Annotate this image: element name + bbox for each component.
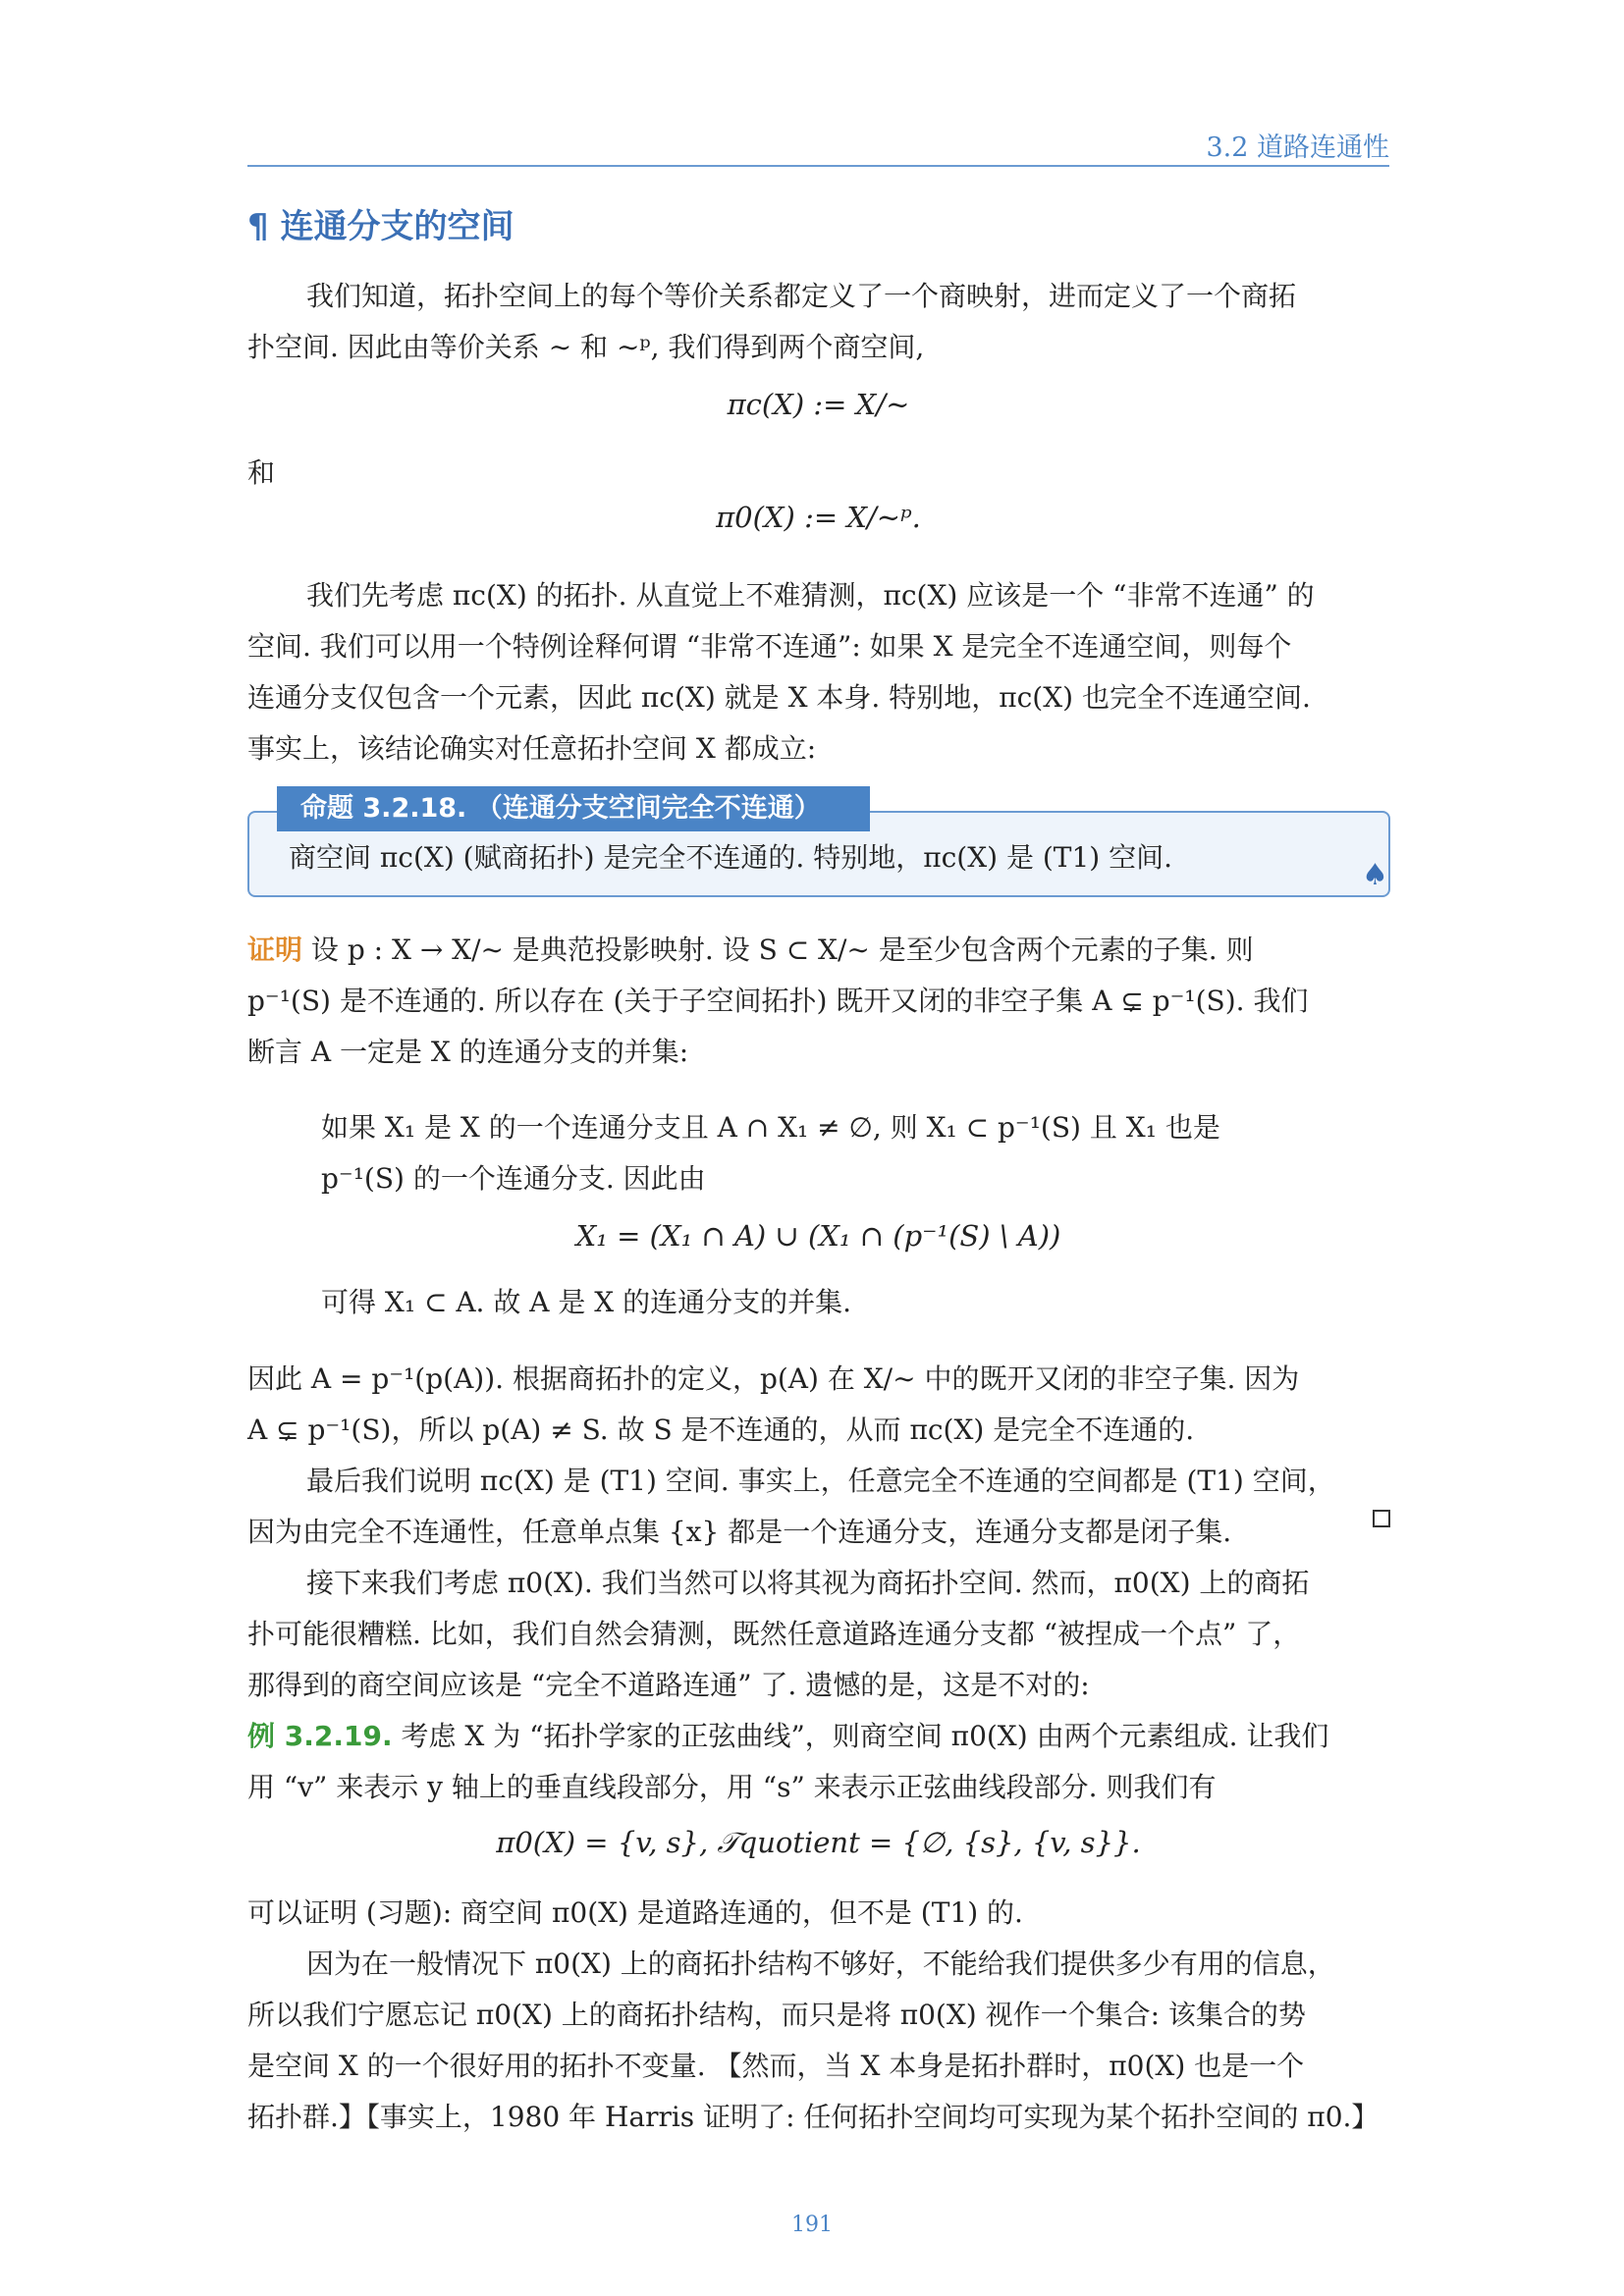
para4-line-4: 拓扑群.】【事实上，1980 年 Harris 证明了: 任何拓扑空间均可实现为某个拓扑空间的 π0.】 <box>247 2101 1380 2133</box>
proof-line-3: 断言 A 一定是 X 的连通分支的并集: <box>247 1036 689 1068</box>
proof-line-1 <box>247 929 1254 968</box>
proof-line-2: p⁻¹(S) 是不连通的. 所以存在 (关于子空间拓扑) 既开又闭的非空子集 A ⊊ p⁻¹(S). 我们 <box>247 985 1309 1017</box>
proof-label: 证明 <box>247 934 303 966</box>
example-line-2: 用 “v” 来表示 y 轴上的垂直线段部分，用 “s” 来表示正弦曲线段部分. 则我们有 <box>247 1771 1217 1803</box>
example-line-1 <box>247 1715 1328 1754</box>
proposition-text: 商空间 πc(X) (赋商拓扑) 是完全不连通的. 特别地，πc(X) 是 (T1) 空间. <box>289 841 1173 874</box>
para4-line-1: 因为在一般情况下 π0(X) 上的商拓扑结构不够好，不能给我们提供多少有用的信息， <box>306 1948 1335 1980</box>
spade-icon: ♠ <box>1362 858 1388 892</box>
running-header: 3.2 道路连通性 <box>1206 133 1389 163</box>
header-rule <box>247 165 1389 167</box>
para2-line-4: 事实上，该结论确实对任意拓扑空间 X 都成立: <box>247 732 817 765</box>
equation-pi-0: π0(X) := X/∼ᵖ. <box>716 501 921 534</box>
equation-pi-c: πc(X) := X/∼ <box>727 388 910 421</box>
proof-inner-2: p⁻¹(S) 的一个连通分支. 因此由 <box>321 1162 706 1195</box>
proposition-label: 命题 3.2.18. （连通分支空间完全不连通） <box>277 786 870 831</box>
example-equation: π0(X) = {v, s}, 𝒯quotient = {∅, {s}, {v, s}}. <box>496 1826 1141 1859</box>
intro-line-2: 扑空间. 因此由等价关系 ∼ 和 ∼ᵖ, 我们得到两个商空间, <box>247 331 925 363</box>
intro-line-1: 我们知道，拓扑空间上的每个等价关系都定义了一个商映射，进而定义了一个商拓 <box>306 280 1297 312</box>
para3-line-2: 扑可能很糟糕. 比如，我们自然会猜测，既然任意道路连通分支都 “被捏成一个点” 了， <box>247 1618 1301 1650</box>
proof-line-4: 因此 A = p⁻¹(p(A)). 根据商拓扑的定义，p(A) 在 X/∼ 中的既开又闭的非空子集. 因为 <box>247 1362 1300 1395</box>
proof-line-7: 因为由完全不连通性，任意单点集 {x} 都是一个连通分支，连通分支都是闭子集. <box>247 1516 1232 1548</box>
proof-line-6: 最后我们说明 πc(X) 是 (T1) 空间. 事实上，任意完全不连通的空间都是 (T1) 空间， <box>306 1465 1335 1497</box>
para4-line-2: 所以我们宁愿忘记 π0(X) 上的商拓扑结构，而只是将 π0(X) 视作一个集合: 该集合的势 <box>247 1999 1306 2031</box>
page-number: 191 <box>791 2213 833 2237</box>
section-title: ¶ 连通分支的空间 <box>247 207 514 246</box>
proof-inner-1: 如果 X₁ 是 X 的一个连通分支且 A ∩ X₁ ≠ ∅, 则 X₁ ⊂ p⁻¹(S) 且 X₁ 也是 <box>321 1111 1220 1144</box>
example-label: 例 3.2.19. <box>247 1720 393 1752</box>
proof-line-5: A ⊊ p⁻¹(S)，所以 p(A) ≠ S. 故 S 是不连通的，从而 πc(X) 是完全不连通的. <box>247 1414 1195 1446</box>
para3-line-3: 那得到的商空间应该是 “完全不道路连通” 了. 遗憾的是，这是不对的: <box>247 1669 1090 1701</box>
example-line-1-text: 考虑 X 为 “拓扑学家的正弦曲线”，则商空间 π0(X) 由两个元素组成. 让我们 <box>401 1720 1329 1752</box>
proof-inner-equation: X₁ = (X₁ ∩ A) ∪ (X₁ ∩ (p⁻¹(S) \ A)) <box>575 1219 1061 1253</box>
qed-box-icon <box>1373 1510 1390 1527</box>
connector-and: 和 <box>247 456 276 489</box>
para2-line-1: 我们先考虑 πc(X) 的拓扑. 从直觉上不难猜测，πc(X) 应该是一个 “非常不连通” 的 <box>306 579 1315 612</box>
example-line-3: 可以证明 (习题): 商空间 π0(X) 是道路连通的，但不是 (T1) 的. <box>247 1896 1023 1929</box>
proof-line-1-text: 设 p : X → X/∼ 是典范投影映射. 设 S ⊂ X/∼ 是至少包含两个元素的子集. 则 <box>310 934 1254 966</box>
proof-inner-3: 可得 X₁ ⊂ A. 故 A 是 X 的连通分支的并集. <box>321 1286 851 1318</box>
para3-line-1: 接下来我们考虑 π0(X). 我们当然可以将其视为商拓扑空间. 然而，π0(X) 上的商拓 <box>306 1567 1310 1599</box>
para2-line-3: 连通分支仅包含一个元素，因此 πc(X) 就是 X 本身. 特别地，πc(X) 也完全不连通空间. <box>247 681 1311 714</box>
para2-line-2: 空间. 我们可以用一个特例诠释何谓 “非常不连通”: 如果 X 是完全不连通空间，则每个 <box>247 630 1292 663</box>
para4-line-3: 是空间 X 的一个很好用的拓扑不变量. 【然而，当 X 本身是拓扑群时，π0(X) 也是一个 <box>247 2050 1305 2082</box>
